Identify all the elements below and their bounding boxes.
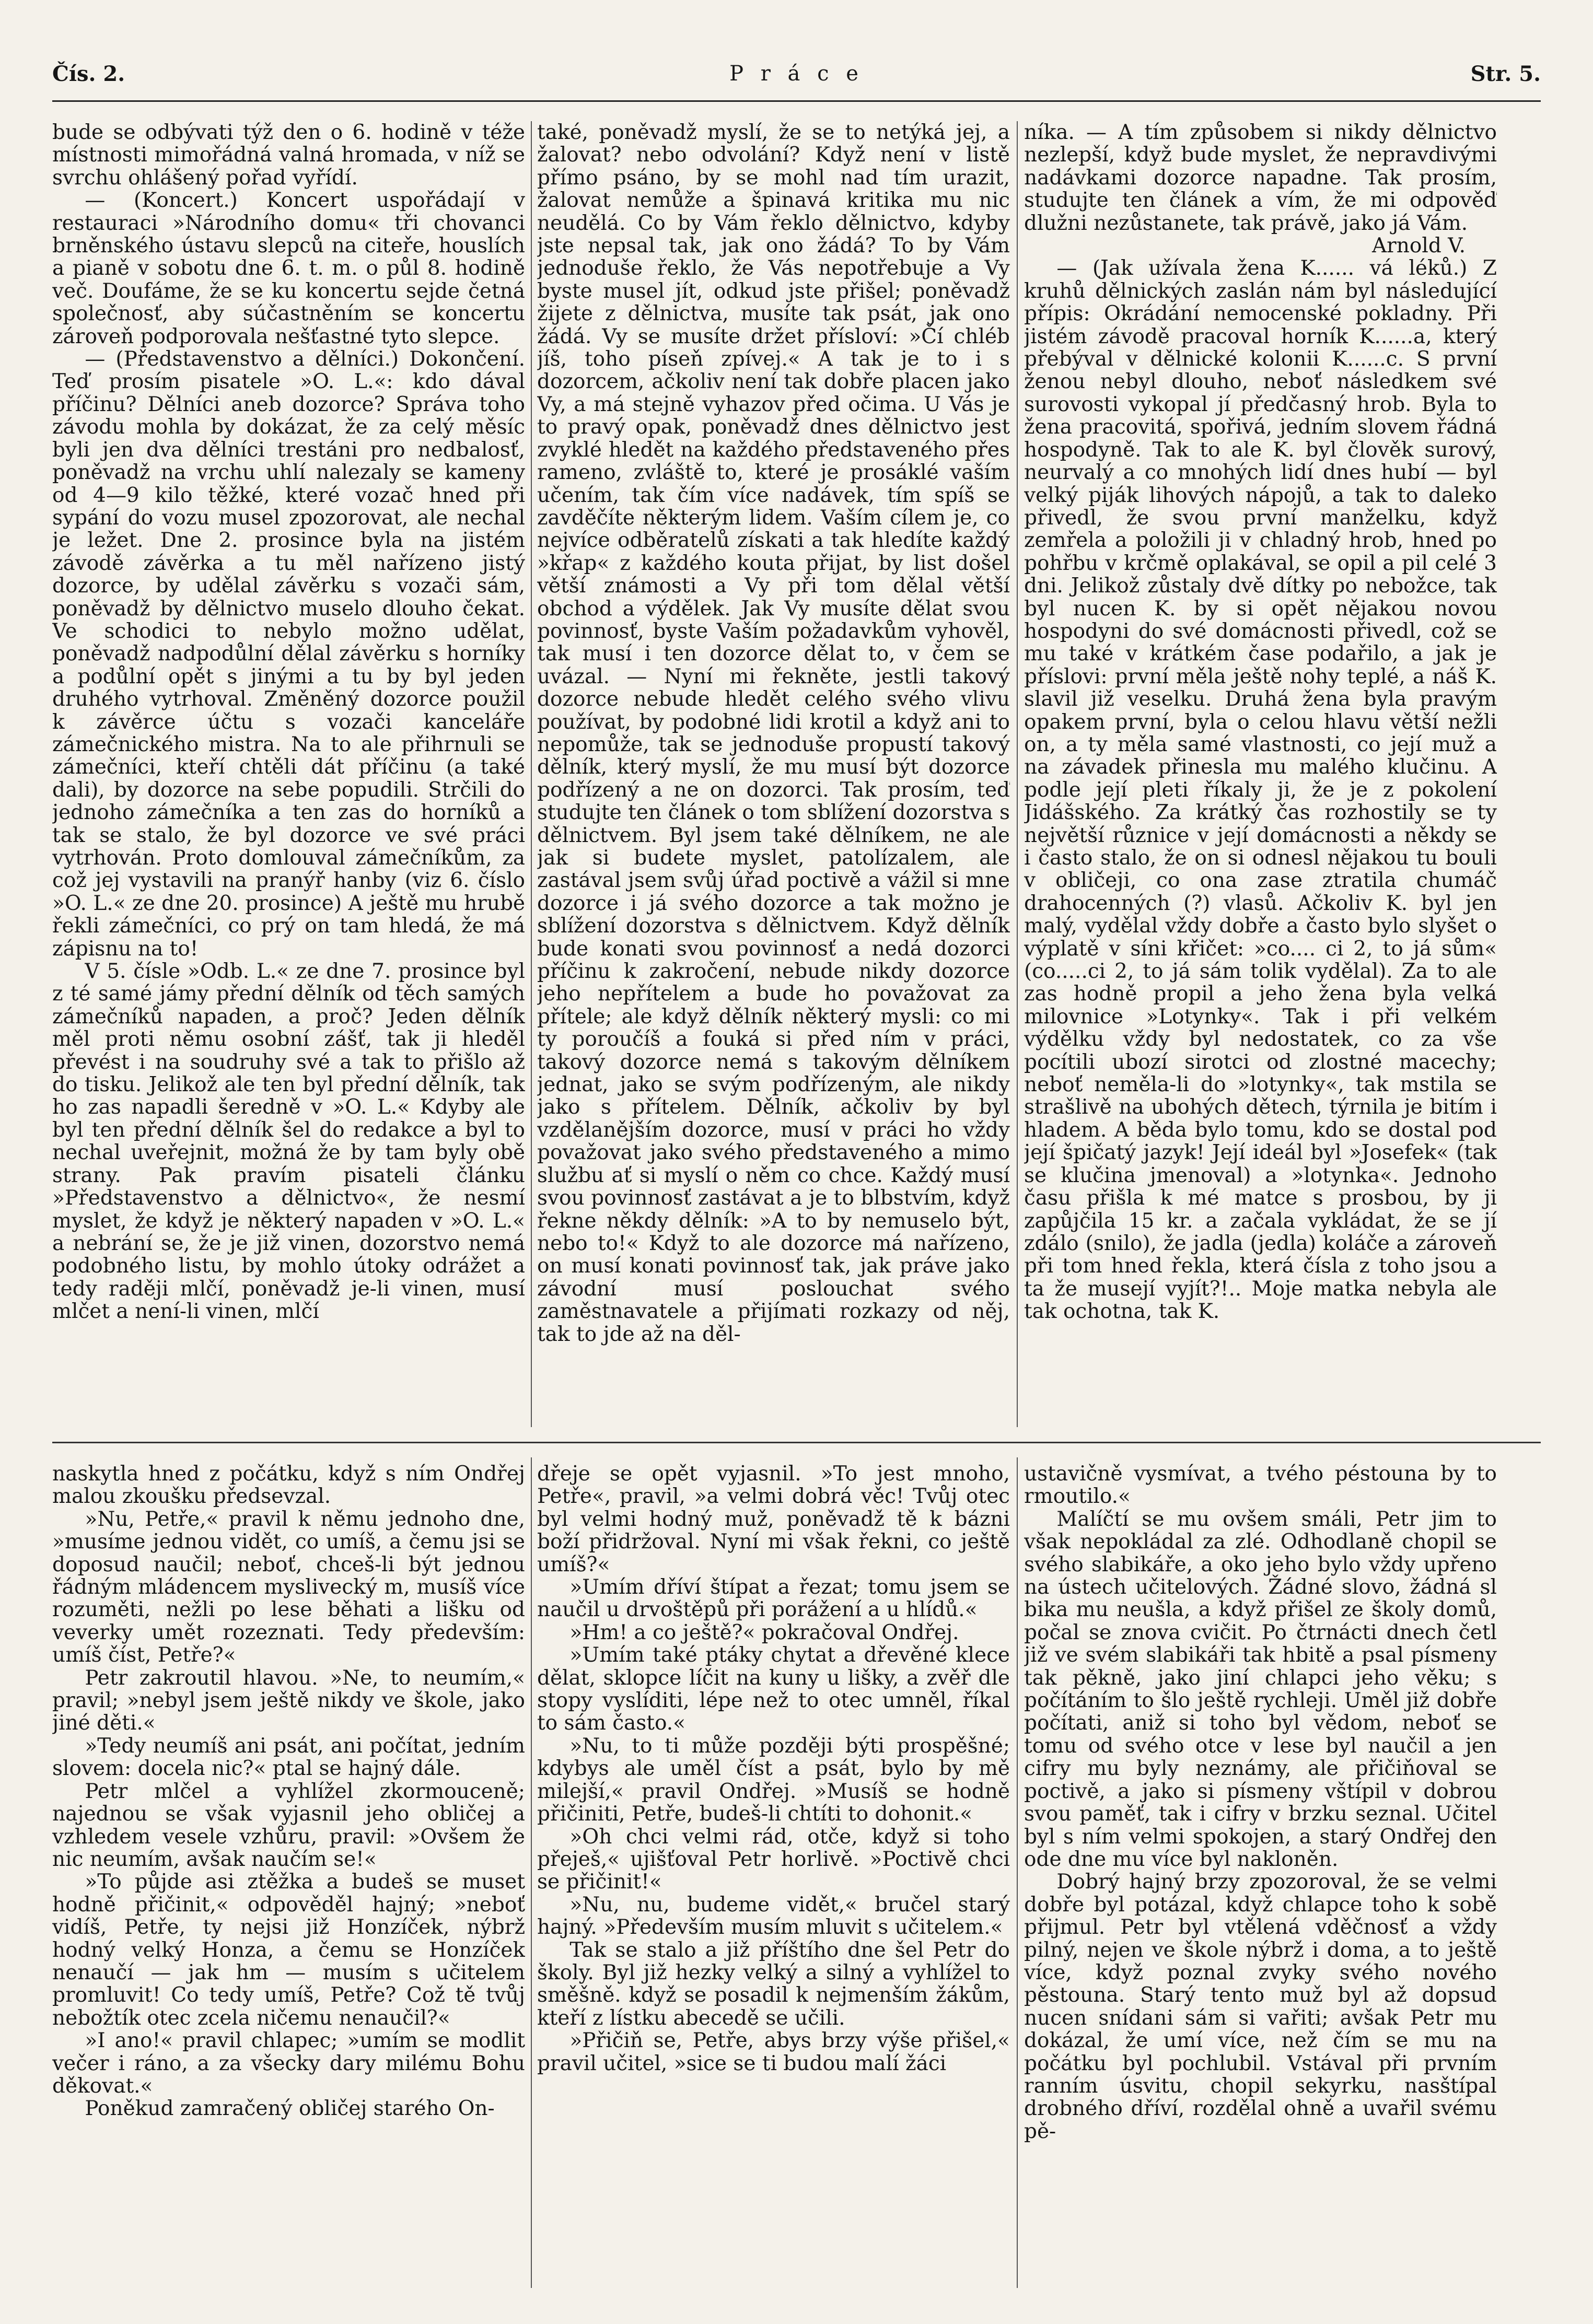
feuilleton-column-3 bbox=[1024, 1463, 1497, 2283]
page-number: Str. 5. bbox=[1470, 62, 1541, 86]
paragraph: Arnold V. bbox=[1372, 234, 1466, 258]
paragraph: »Hm! a co ještě?« pokračoval Ondřej. bbox=[569, 1620, 959, 1644]
paragraph: »Tedy neumíš ani psát, ani počítat, jedním slovem: docela nic?« ptal se hajný dále. bbox=[52, 1734, 525, 1781]
page-header bbox=[52, 62, 1541, 98]
upper-column-1 bbox=[52, 121, 525, 1417]
paragraph: naskytla hned z počátku, když s ním Ondřej malou zkoušku předsevzal. bbox=[52, 1463, 525, 1509]
header-rule bbox=[52, 100, 1541, 102]
paragraph: »Nu, Petře,« pravil k němu jednoho dne, »musíme jednou vidět, co umíš, a čemu jsi se doposud naučil; neboť, chceš-li být jednou řádným mládencem myslivecký m, musíš více rozuměti, nežli po lese běhati a lišku od veverky umět rozeznati. Tedy především: umíš číst, Petře?« bbox=[52, 1507, 525, 1667]
paragraph: »Nu, nu, budeme vidět,« bručel starý hajný. »Především musím mluvit s učitelem.« bbox=[537, 1893, 1010, 1940]
paragraph: »Nu, to ti může později býti prospěšné; kdybys ale uměl číst a psát, bylo by mě milejší,« pravil Ondřej. »Musíš se hodně přičiniti, Petře, budeš-li chtíti to dohonit.« bbox=[537, 1734, 1010, 1826]
paragraph: »I ano!« pravil chlapec; »umím se modlit večer i ráno, a za všecky dary milému Bohu děkovat.« bbox=[52, 2029, 525, 2098]
paragraph: Malíčtí se mu ovšem smáli, Petr jim to však nepokládal za zlé. Odhodlaně chopil se svého slabikáře, a oko jeho bylo vždy upřeno na ústech učitelových. Žádné slovo, žádná sl bika mu neušla, a když přišel ze školy domů, počal se znova cvičit. Po čtrnácti dnech četl již ve svém slabikáři tak hbitě a psal písmeny tak pěkně, jako jiní chlapci jeho věku; s počítáním to šlo ještě rychleji. Uměl již dobře počítati, aniž si toho byl vědom, neboť se tomu od svého otce v lese byl naučil a jen cifry mu byly neznámy, ale přičiňoval se poctivě, a jako si písmeny vštípil v dobrou svou paměť, tak i cifry v brzku seznal. Učitel byl s ním velmi spokojen, a starý Ondřej den ode dne mu více byl nakloněn. bbox=[1024, 1507, 1497, 1871]
paragraph: Dobrý hajný brzy zpozoroval, že se velmi dobře byl potázal, když chlapce toho k sobě přijmul. Petr byl vtělená vděčnosť a vždy pilný, nejen ve škole nýbrž i doma, a to ještě více, když poznal zvyky svého nového pěstouna. Starý tento muž byl až dopsud nucen snídani sám si vařiti; avšak Petr mu dokázal, že umí více, než čím se mu na počátku byl pochlubil. Vstával při prvním ranním úsvitu, chopil sekyrku, nasštípal drobného dříví, rozdělal ohně a uvařil svému pě- bbox=[1024, 1870, 1497, 2143]
paragraph: — (Koncert.) Koncert uspořádají v restauraci »Národního domu« tři chovanci brněnského ústavu slepců na citeře, houslích a pianě v sobotu dne 6. t. m. o půl 8. hodině več. Doufáme, že se ku koncertu sejde četná společnosť, aby súčastněním se koncertu zároveň podporovala nešťastné tyto slepce. bbox=[52, 189, 525, 348]
paragraph: Poněkud zamračený obličej starého On- bbox=[85, 2097, 495, 2121]
paragraph: »Oh chci velmi rád, otče, když si toho přeješ,« ujišťoval Petr horlivě. »Poctivě chci se přičinit!« bbox=[537, 1825, 1010, 1894]
column-divider bbox=[1017, 1457, 1018, 2288]
upper-column-3 bbox=[1024, 121, 1497, 1417]
upper-column-2 bbox=[537, 121, 1010, 1417]
paragraph: »Přičiň se, Petře, abys brzy výše přišel,« pravil učitel, »sice se ti budou malí žáci bbox=[537, 2029, 1010, 2075]
paragraph: »Umím také ptáky chytat a dřevěné klece dělat, sklopce líčit na kuny u lišky, a zvěř dle stopy vyslíditi, lépe než to otec umněl, říkal to sám často.« bbox=[537, 1643, 1010, 1735]
paragraph: Petr mlčel a vyhlížel zkormouceně; najednou se však vyjasnil jeho obličej a vzhledem vesele vzhůru, pravil: »Ovšem že nic neumím, avšak naučím se!« bbox=[52, 1779, 525, 1871]
feuilleton-column-2 bbox=[537, 1463, 1010, 2283]
paragraph: také, poněvadž myslí, že se to netýká jej, a žalovat? nebo odvolání? Když není v listě přímo psáno, by se mohl nad tím urazit, žalovat nemůže a špinavá kritika mu nic neudělá. Co by Vám řeklo dělnictvo, kdyby jste nepsal tak, jak ono žádá? To by Vám jednoduše řeklo, že Vás nepotřebuje a Vy byste musel jít, odkud jste přišel; poněvadž žijete z dělnictva, musíte tak psát, jak ono žádá. Vy se musíte držet přísloví: »Čí chléb jíš, toho píseň zpívej.« A tak je to i s dozorcem, ačkoliv není tak dobře placen jako Vy, a má stejně vyhazov před očima. U Vás je to pravý opak, poněvadž dnes dělnictvo jest zvyklé hledět na každého představeného přes rameno, zvláště to, které je prosáklé vaším učením, tak čím více nadávek, tím spíš se zavděčíte některým lidem. Vaším cílem je, co nejvíce odběratelů získati a tak hledíte každý »křap« z každého kouta přijat, by list došel větší známosti a Vy při tom dělal větší obchod a výdělek. Jak Vy musíte dělat svou povinnosť, byste Vaším požadavkům vyhověl, tak musí i ten dozorce dělat to, v čem se uvázal. — Nyní mi řekněte, jestli takový dozorce nebude hledět celého svého vlivu používat, by podobné lidi krotil a když ani to nepomůže, tak se jednoduše propustí takový dělník, který myslí, že mu musí být dozorce podřízený a ne on dozorci. Tak prosím, teď studujte ten článek o tom sblížení dozorstva s dělnictvem. Byl jsem také dělníkem, ne ale jak si budete myslet, patolízalem, ale zastával jsem svůj úřad poctivě a vážil si mne dozorce i já svého dozorce a tak možno je sblížení dozorstva s dělnictvem. Když dělník bude konati svou povinnosť a nedá dozorci příčinu k zakročení, nebude nikdy dozorce jeho nepřítelem a bude ho považovat za přítele; ale když dělník některý mysli: co mi ty poroučíš a fouká si před ním v práci, takový dozorce nemá s takovým dělníkem jednat, jako se svým podřízeným, ale nikdy jako s přítelem. Dělník, ačkoliv by byl vzdělanějším dozorce, musí v práci ho vždy považovat jako svého představeného a mimo službu ať si myslí o něm co chce. Každý musí svou povinnosť zastávat a je to blbstvím, když řekne někdy dělník: »A to by nemuselo být, nebo to!« Když to ale dozorce má nařízeno, on musí konati povinnosť tak, jak práve jako závodní musí poslouchat svého zaměstnavatele a přijímati rozkazy od něj, tak to jde až na děl- bbox=[537, 121, 1010, 1346]
paragraph: »Umím dříví štípat a řezat; tomu jsem se naučil u drvoštěpů při porážení a u hlídů.« bbox=[537, 1575, 1010, 1622]
paragraph: bude se odbývati týž den o 6. hodině v téže místnosti mimořádná valná hromada, v níž se svrchu ohlášený pořad vyřídí. bbox=[52, 121, 525, 190]
paragraph: — (Jak užívala žena K...... vá léků.) Z kruhů dělnických zaslán nám byl následující přípis: Okrádání nemocenské pokladny. Při jistém závodě pracoval horník K......a, který přebýval v dělnické kolonii K......c. S první ženou nebyl dlouho, neboť následkem své surovosti vykopal jí předčasný hrob. Byla to žena pracovitá, spořivá, jedním slovem řádná hospodyně. Tak to ale K. byl člověk surový, neurvalý a co mnohých lidí dnes hubí — byl velký piják lihových nápojů, a tak to daleko přivedl, že svou první manželku, když zemřela a položili ji v chladný hrob, hned po pohřbu v krčmě oplakával, se opil a pil celé 3 dni. Jelikož zůstaly dvě dítky po nebožce, tak byl nucen K. by si opět nějakou novou hospodyni do své domácnosti přivedl, což se mu také v krátkém čase podařilo, a jak je příslovi: první měla ještě nohy teplé, a náš K. slavil již veselku. Druhá žena byla pravým opakem první, byla o celou hlavu větší nežli on, a ty měla samé vlastnosti, co její muž a na závadek přinesla mu malého klučinu. A podle její pleti říkaly ji, že je z pokolení Jidášského. Za krátký čas rozhostily se ty největší různice v její domácnosti a někdy se i často stalo, že on si odnesl nějakou tu bouli v obličeji, co ona zase ztratila chumáč drahocenných (?) vlasů. Ačkoliv K. byl jen malý, vydělal vždy dobře a často bylo slyšet o výplatě v síni křičet: »co.... ci 2, to já sům« (co.....ci 2, to já sám tolik vydělal). Za to ale zas hodně propil a jeho žena byla velká milovnice »Lotynky«. Tak i při velkém výdělku vždy byl nedostatek, co za vše pocítili ubozí sirotci od zlostné macechy; neboť neměla-li do »lotynky«, tak mstila se strašlivě na ubohých dětech, týrnila je bitím i hladem. A běda bylo tomu, kdo se dostal pod její špičatý jazyk! Její ideál byl »Josefek« (tak se klučina jmenoval) a »lotynka«. Jednoho času přišla k mé matce s prosbou, by ji zapůjčila 15 kr. a začala vykládat, že se jí zdálo (snilo), že jadla (jedla) koláče a zároveň při tom hned řekla, která čísla z toho jsou a ta že musejí vyjít?!.. Moje matka nebyla ale tak ochotna, tak K. bbox=[1024, 256, 1497, 1324]
column-divider bbox=[1017, 121, 1018, 1427]
paragraph: ustavičně vysmívat, a tvého péstouna by to rmoutilo.« bbox=[1024, 1463, 1497, 1509]
paragraph: Petr zakroutil hlavou. »Ne, to neumím,« pravil; »nebyl jsem ještě nikdy ve škole, jako jiné děti.« bbox=[52, 1666, 525, 1735]
paragraph: níka. — A tím způsobem si nikdy dělnictvo nezlepší, když bude myslet, že nepravdivými nadávkami dozorce napadne. Tak prosím, studujte ten článek a vím, že mi odpověď dlužni nezůstanete, tak právě, jako já Vám. bbox=[1024, 121, 1497, 235]
paragraph: — (Představenstvo a dělníci.) Dokončení. Teď prosím pisatele »O. L.«: kdo dával příčinu? Dělníci aneb dozorce? Správa toho závodu mohla by dokázat, že za celý měsíc byli jen dva dělníci trestáni pro nedbalosť, poněvadž na vrchu uhlí nalezaly se kameny od 4—9 kilo těžké, které vozač hned při sypání do vozu musel zpozorovat, ale nechal je ležet. Dne 2. prosince byla na jistém závodě závěrka a tu měl nařízeno jistý dozorce, by udělal závěrku s vozači sám, poněvadž by dělnictvo muselo dlouho čekat. Ve schodici to nebylo možno udělat, poněvadž nadpodůlní dělal závěrku s horníky a podůlní opět s jinými a tu by byl jeden druhého vytrhoval. Změněný dozorce použil k závěrce účtu s vozači kanceláře zámečnického mistra. Na to ale přihrnuli se zámečníci, kteří chtěli dát příčinu (a také dali), by dozorce na sebe popudili. Strčili do jednoho zámečníka a ten zas do horníků a tak se stalo, že byl dozorce ve své práci vytrhován. Proto domlouval zámečníkům, za což jej vystavili na pranýř hanby (viz 6. číslo »O. L.« ze dne 20. prosince) A ještě mu hrubě řekli zámečníci, co prý on tam hledá, že má zápisnu na to! bbox=[52, 347, 525, 961]
paragraph: V 5. čísle »Odb. L.« ze dne 7. prosince byl z té samé jámy přední dělník od těch samých zámečníků napaden, a proč? Jeden dělník měl proti němu osobní zášť, tak ji hleděl převést i na soudruhy své a tak to přišlo až do tisku. Jelikož ale ten byl přední dělník, tak ho zas napadli šeredně v »O. L.« Kdyby ale byl ten přední dělník šel do redakce a byl to nechal uveřejnit, možná že by tam byly obě strany. Pak pravím pisateli článku »Představenstvo a dělnictvo«, že nesmí myslet, že když je některý napaden v »O. L.« a nebrání se, že je již vinen, dozorstvo nemá podobného listu, by mohlo útoky odrážet a tedy raději mlčí, poněvadž je-li vinen, musí mlčet a není-li vinen, mlčí bbox=[52, 960, 525, 1324]
issue-number: Čís. 2. bbox=[52, 62, 125, 86]
paragraph: Tak se stalo a již příštího dne šel Petr do školy. Byl již hezky velký a silný a vyhlížel to směšně. když se posadil k nejmenším žákům, kteří z lístku abecedě se učili. bbox=[537, 1938, 1010, 2030]
column-divider bbox=[531, 1457, 532, 2288]
paragraph: dřeje se opět vyjasnil. »To jest mnoho, Petře«, pravil, »a velmi dobrá věc! Tvůj otec byl velmi hodný muž, poněvadž tě k bázni boží přidržoval. Nyní mi však řekni, co ještě umíš?« bbox=[537, 1463, 1010, 1576]
paragraph: »To půjde asi ztěžka a budeš se muset hodně přičinit,« odpověděl hajný; »neboť vidíš, Petře, ty nejsi již Honzíček, nýbrž hodný velký Honza, a čemu se Honzíček nenaučí — jak hm — musím s učitelem promluvit! Co tedy umíš, Petře? Což tě tvůj nebožtík otec zcela ničemu nenaučil?« bbox=[52, 1870, 525, 2030]
newspaper-title: P r á c e bbox=[729, 62, 864, 86]
section-rule bbox=[52, 1442, 1541, 1443]
feuilleton-column-1 bbox=[52, 1463, 525, 2283]
column-divider bbox=[531, 121, 532, 1427]
